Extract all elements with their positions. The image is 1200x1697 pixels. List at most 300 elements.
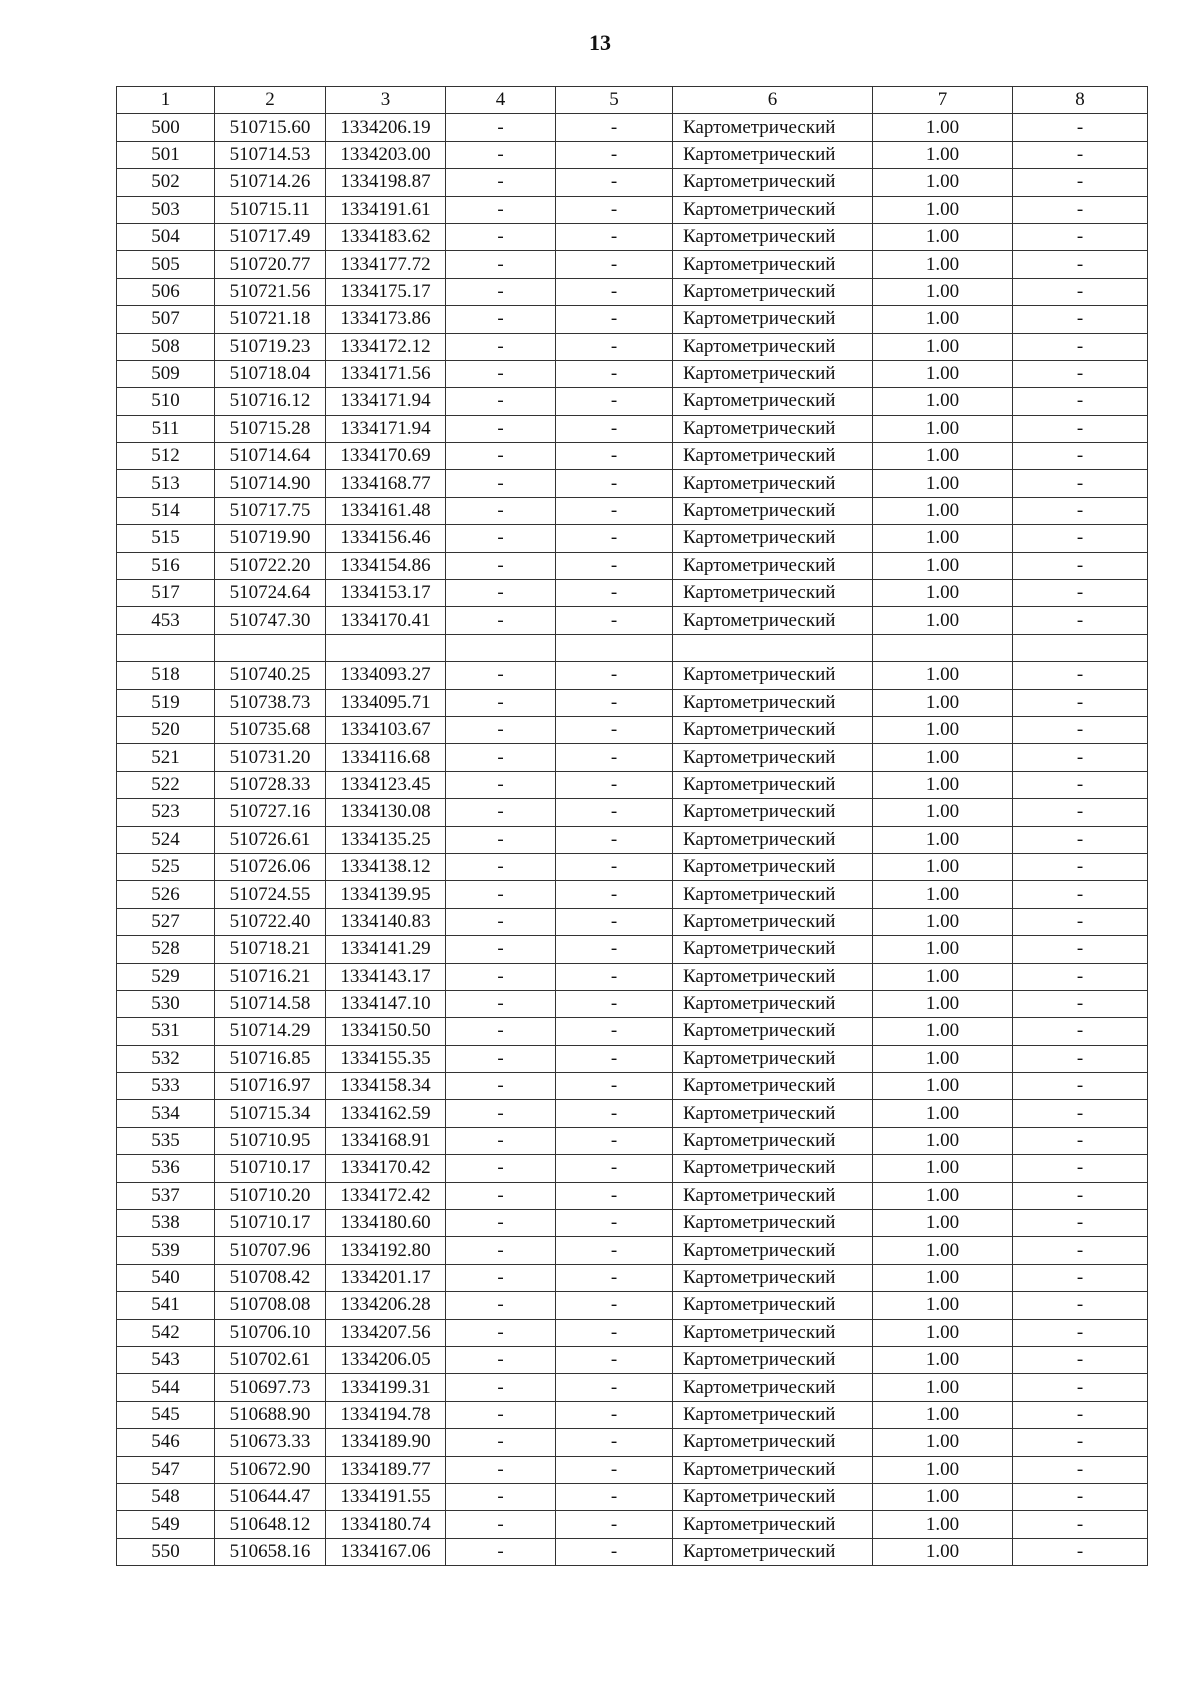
method-cell: Картометрический <box>673 607 873 634</box>
point-number-cell: 514 <box>117 497 215 524</box>
method-cell: Картометрический <box>673 1100 873 1127</box>
x-coordinate-cell: 510724.55 <box>215 881 326 908</box>
x-coordinate-cell: 510658.16 <box>215 1538 326 1565</box>
col5-cell: - <box>556 360 673 387</box>
col5-cell: - <box>556 223 673 250</box>
col4-cell: - <box>446 114 556 141</box>
col4-cell: - <box>446 306 556 333</box>
accuracy-cell: 1.00 <box>873 689 1013 716</box>
table-row <box>117 333 1148 360</box>
y-coordinate-cell: 1334180.60 <box>326 1210 446 1237</box>
accuracy-cell: 1.00 <box>873 1182 1013 1209</box>
table-row <box>117 169 1148 196</box>
col4-cell: - <box>446 1127 556 1154</box>
col5-cell: - <box>556 744 673 771</box>
accuracy-cell: 1.00 <box>873 169 1013 196</box>
point-number-cell: 500 <box>117 114 215 141</box>
x-coordinate-cell: 510688.90 <box>215 1401 326 1428</box>
x-coordinate-cell: 510708.08 <box>215 1292 326 1319</box>
y-coordinate-cell: 1334171.94 <box>326 415 446 442</box>
accuracy-cell: 1.00 <box>873 1100 1013 1127</box>
x-coordinate-cell: 510648.12 <box>215 1511 326 1538</box>
y-coordinate-cell: 1334172.12 <box>326 333 446 360</box>
y-coordinate-cell: 1334170.69 <box>326 443 446 470</box>
table-row <box>117 415 1148 442</box>
table-row <box>117 607 1148 634</box>
col5-cell: - <box>556 251 673 278</box>
col8-cell: - <box>1013 1018 1148 1045</box>
accuracy-cell: 1.00 <box>873 881 1013 908</box>
column-header: 3 <box>326 87 446 114</box>
col4-cell: - <box>446 525 556 552</box>
method-cell: Картометрический <box>673 1374 873 1401</box>
col5-cell: - <box>556 1127 673 1154</box>
x-coordinate-cell: 510715.60 <box>215 114 326 141</box>
x-coordinate-cell: 510716.97 <box>215 1073 326 1100</box>
col5-cell: - <box>556 580 673 607</box>
accuracy-cell <box>873 634 1013 661</box>
method-cell: Картометрический <box>673 525 873 552</box>
table-body <box>117 114 1148 1566</box>
accuracy-cell: 1.00 <box>873 333 1013 360</box>
col5-cell <box>556 634 673 661</box>
col8-cell: - <box>1013 1210 1148 1237</box>
y-coordinate-cell: 1334162.59 <box>326 1100 446 1127</box>
col4-cell: - <box>446 1483 556 1510</box>
col5-cell: - <box>556 1511 673 1538</box>
y-coordinate-cell: 1334123.45 <box>326 771 446 798</box>
y-coordinate-cell: 1334143.17 <box>326 963 446 990</box>
point-number-cell: 542 <box>117 1319 215 1346</box>
col5-cell: - <box>556 1483 673 1510</box>
table-row <box>117 1429 1148 1456</box>
method-cell: Картометрический <box>673 716 873 743</box>
col5-cell: - <box>556 771 673 798</box>
accuracy-cell: 1.00 <box>873 470 1013 497</box>
method-cell: Картометрический <box>673 1237 873 1264</box>
accuracy-cell: 1.00 <box>873 990 1013 1017</box>
table-row <box>117 114 1148 141</box>
x-coordinate-cell: 510722.20 <box>215 552 326 579</box>
col8-cell: - <box>1013 662 1148 689</box>
x-coordinate-cell <box>215 634 326 661</box>
x-coordinate-cell: 510716.85 <box>215 1045 326 1072</box>
col4-cell: - <box>446 1346 556 1373</box>
method-cell: Картометрический <box>673 333 873 360</box>
col4-cell: - <box>446 1538 556 1565</box>
y-coordinate-cell: 1334192.80 <box>326 1237 446 1264</box>
accuracy-cell: 1.00 <box>873 443 1013 470</box>
method-cell: Картометрический <box>673 963 873 990</box>
col5-cell: - <box>556 963 673 990</box>
method-cell: Картометрический <box>673 360 873 387</box>
col8-cell: - <box>1013 1346 1148 1373</box>
x-coordinate-cell: 510715.28 <box>215 415 326 442</box>
col8-cell: - <box>1013 963 1148 990</box>
y-coordinate-cell: 1334206.28 <box>326 1292 446 1319</box>
point-number-cell: 518 <box>117 662 215 689</box>
point-number-cell: 539 <box>117 1237 215 1264</box>
point-number-cell: 502 <box>117 169 215 196</box>
col8-cell: - <box>1013 1511 1148 1538</box>
col5-cell: - <box>556 1100 673 1127</box>
accuracy-cell: 1.00 <box>873 716 1013 743</box>
accuracy-cell: 1.00 <box>873 1346 1013 1373</box>
point-number-cell: 508 <box>117 333 215 360</box>
col4-cell: - <box>446 552 556 579</box>
col5-cell: - <box>556 1538 673 1565</box>
col4-cell: - <box>446 1511 556 1538</box>
y-coordinate-cell: 1334170.42 <box>326 1155 446 1182</box>
col4-cell: - <box>446 470 556 497</box>
page-number: 13 <box>589 30 611 55</box>
y-coordinate-cell: 1334147.10 <box>326 990 446 1017</box>
col4-cell: - <box>446 580 556 607</box>
col4-cell: - <box>446 223 556 250</box>
y-coordinate-cell: 1334189.77 <box>326 1456 446 1483</box>
col4-cell: - <box>446 881 556 908</box>
y-coordinate-cell: 1334141.29 <box>326 936 446 963</box>
x-coordinate-cell: 510714.58 <box>215 990 326 1017</box>
col4-cell: - <box>446 963 556 990</box>
method-cell: Картометрический <box>673 689 873 716</box>
col4-cell: - <box>446 826 556 853</box>
table-row <box>117 552 1148 579</box>
table-row <box>117 853 1148 880</box>
col5-cell: - <box>556 990 673 1017</box>
coordinates-table <box>116 86 1148 1566</box>
table-row <box>117 1127 1148 1154</box>
accuracy-cell: 1.00 <box>873 1127 1013 1154</box>
col8-cell: - <box>1013 580 1148 607</box>
point-number-cell: 523 <box>117 799 215 826</box>
x-coordinate-cell: 510672.90 <box>215 1456 326 1483</box>
point-number-cell: 534 <box>117 1100 215 1127</box>
y-coordinate-cell: 1334095.71 <box>326 689 446 716</box>
col5-cell: - <box>556 1182 673 1209</box>
x-coordinate-cell: 510715.34 <box>215 1100 326 1127</box>
method-cell: Картометрический <box>673 1319 873 1346</box>
point-number-cell: 504 <box>117 223 215 250</box>
table-row <box>117 1346 1148 1373</box>
y-coordinate-cell: 1334138.12 <box>326 853 446 880</box>
method-cell: Картометрический <box>673 936 873 963</box>
method-cell: Картометрический <box>673 278 873 305</box>
col5-cell: - <box>556 1210 673 1237</box>
method-cell: Картометрический <box>673 908 873 935</box>
point-number-cell: 540 <box>117 1264 215 1291</box>
col5-cell: - <box>556 881 673 908</box>
point-number-cell: 512 <box>117 443 215 470</box>
x-coordinate-cell: 510720.77 <box>215 251 326 278</box>
point-number-cell: 549 <box>117 1511 215 1538</box>
col5-cell: - <box>556 1374 673 1401</box>
point-number-cell: 525 <box>117 853 215 880</box>
point-number-cell: 544 <box>117 1374 215 1401</box>
accuracy-cell: 1.00 <box>873 251 1013 278</box>
point-number-cell: 528 <box>117 936 215 963</box>
col5-cell: - <box>556 169 673 196</box>
x-coordinate-cell: 510740.25 <box>215 662 326 689</box>
point-number-cell: 513 <box>117 470 215 497</box>
table-row <box>117 278 1148 305</box>
accuracy-cell: 1.00 <box>873 1155 1013 1182</box>
col8-cell: - <box>1013 826 1148 853</box>
col5-cell: - <box>556 1155 673 1182</box>
col8-cell: - <box>1013 1538 1148 1565</box>
method-cell: Картометрический <box>673 853 873 880</box>
table-row <box>117 799 1148 826</box>
y-coordinate-cell: 1334201.17 <box>326 1264 446 1291</box>
x-coordinate-cell: 510644.47 <box>215 1483 326 1510</box>
col8-cell: - <box>1013 689 1148 716</box>
accuracy-cell: 1.00 <box>873 360 1013 387</box>
x-coordinate-cell: 510718.04 <box>215 360 326 387</box>
point-number-cell: 520 <box>117 716 215 743</box>
accuracy-cell: 1.00 <box>873 1045 1013 1072</box>
col5-cell: - <box>556 607 673 634</box>
col8-cell: - <box>1013 1045 1148 1072</box>
y-coordinate-cell: 1334140.83 <box>326 908 446 935</box>
col4-cell: - <box>446 1292 556 1319</box>
table-row <box>117 306 1148 333</box>
accuracy-cell: 1.00 <box>873 771 1013 798</box>
method-cell: Картометрический <box>673 580 873 607</box>
x-coordinate-cell: 510735.68 <box>215 716 326 743</box>
accuracy-cell: 1.00 <box>873 1374 1013 1401</box>
x-coordinate-cell: 510707.96 <box>215 1237 326 1264</box>
col8-cell: - <box>1013 415 1148 442</box>
table-row <box>117 1237 1148 1264</box>
col5-cell: - <box>556 470 673 497</box>
y-coordinate-cell: 1334158.34 <box>326 1073 446 1100</box>
col4-cell: - <box>446 443 556 470</box>
col5-cell: - <box>556 141 673 168</box>
x-coordinate-cell: 510714.29 <box>215 1018 326 1045</box>
point-number-cell <box>117 634 215 661</box>
accuracy-cell: 1.00 <box>873 1483 1013 1510</box>
col4-cell: - <box>446 990 556 1017</box>
accuracy-cell: 1.00 <box>873 908 1013 935</box>
col5-cell: - <box>556 525 673 552</box>
x-coordinate-cell: 510719.23 <box>215 333 326 360</box>
col8-cell: - <box>1013 443 1148 470</box>
col4-cell: - <box>446 1182 556 1209</box>
col5-cell: - <box>556 689 673 716</box>
col4-cell: - <box>446 1429 556 1456</box>
table-row <box>117 443 1148 470</box>
col8-cell: - <box>1013 196 1148 223</box>
col4-cell: - <box>446 415 556 442</box>
x-coordinate-cell: 510722.40 <box>215 908 326 935</box>
accuracy-cell: 1.00 <box>873 607 1013 634</box>
y-coordinate-cell: 1334161.48 <box>326 497 446 524</box>
x-coordinate-cell: 510726.61 <box>215 826 326 853</box>
y-coordinate-cell: 1334189.90 <box>326 1429 446 1456</box>
table-row <box>117 525 1148 552</box>
y-coordinate-cell: 1334116.68 <box>326 744 446 771</box>
accuracy-cell: 1.00 <box>873 580 1013 607</box>
table-row <box>117 251 1148 278</box>
col4-cell: - <box>446 1073 556 1100</box>
col8-cell: - <box>1013 278 1148 305</box>
y-coordinate-cell: 1334168.77 <box>326 470 446 497</box>
y-coordinate-cell: 1334206.19 <box>326 114 446 141</box>
accuracy-cell: 1.00 <box>873 1073 1013 1100</box>
y-coordinate-cell: 1334180.74 <box>326 1511 446 1538</box>
method-cell: Картометрический <box>673 223 873 250</box>
y-coordinate-cell: 1334191.55 <box>326 1483 446 1510</box>
col5-cell: - <box>556 278 673 305</box>
method-cell: Картометрический <box>673 990 873 1017</box>
y-coordinate-cell: 1334203.00 <box>326 141 446 168</box>
col8-cell: - <box>1013 525 1148 552</box>
x-coordinate-cell: 510727.16 <box>215 799 326 826</box>
accuracy-cell: 1.00 <box>873 853 1013 880</box>
x-coordinate-cell: 510714.64 <box>215 443 326 470</box>
point-number-cell: 501 <box>117 141 215 168</box>
method-cell: Картометрический <box>673 470 873 497</box>
col5-cell: - <box>556 1018 673 1045</box>
col8-cell: - <box>1013 1292 1148 1319</box>
header-row <box>117 87 1148 114</box>
method-cell: Картометрический <box>673 1210 873 1237</box>
accuracy-cell: 1.00 <box>873 799 1013 826</box>
y-coordinate-cell: 1334154.86 <box>326 552 446 579</box>
accuracy-cell: 1.00 <box>873 306 1013 333</box>
table-row <box>117 1045 1148 1072</box>
y-coordinate-cell: 1334194.78 <box>326 1401 446 1428</box>
y-coordinate-cell: 1334103.67 <box>326 716 446 743</box>
table-row <box>117 1155 1148 1182</box>
x-coordinate-cell: 510731.20 <box>215 744 326 771</box>
method-cell: Картометрический <box>673 1538 873 1565</box>
point-number-cell: 526 <box>117 881 215 908</box>
x-coordinate-cell: 510673.33 <box>215 1429 326 1456</box>
table-row <box>117 388 1148 415</box>
col5-cell: - <box>556 1401 673 1428</box>
col4-cell: - <box>446 333 556 360</box>
method-cell: Картометрический <box>673 141 873 168</box>
col5-cell: - <box>556 1456 673 1483</box>
col8-cell: - <box>1013 169 1148 196</box>
col4-cell: - <box>446 1210 556 1237</box>
col8-cell: - <box>1013 1127 1148 1154</box>
col4-cell: - <box>446 196 556 223</box>
y-coordinate-cell: 1334155.35 <box>326 1045 446 1072</box>
col8-cell: - <box>1013 388 1148 415</box>
accuracy-cell: 1.00 <box>873 1429 1013 1456</box>
x-coordinate-cell: 510702.61 <box>215 1346 326 1373</box>
point-number-cell: 536 <box>117 1155 215 1182</box>
col8-cell: - <box>1013 1429 1148 1456</box>
col4-cell: - <box>446 744 556 771</box>
x-coordinate-cell: 510710.17 <box>215 1155 326 1182</box>
point-number-cell: 527 <box>117 908 215 935</box>
y-coordinate-cell: 1334173.86 <box>326 306 446 333</box>
method-cell: Картометрический <box>673 1045 873 1072</box>
col5-cell: - <box>556 1319 673 1346</box>
x-coordinate-cell: 510710.20 <box>215 1182 326 1209</box>
col8-cell: - <box>1013 908 1148 935</box>
y-coordinate-cell: 1334171.56 <box>326 360 446 387</box>
table-row <box>117 497 1148 524</box>
accuracy-cell: 1.00 <box>873 1401 1013 1428</box>
accuracy-cell: 1.00 <box>873 1018 1013 1045</box>
col5-cell: - <box>556 388 673 415</box>
col8-cell: - <box>1013 497 1148 524</box>
method-cell: Картометрический <box>673 497 873 524</box>
point-number-cell: 506 <box>117 278 215 305</box>
accuracy-cell: 1.00 <box>873 497 1013 524</box>
accuracy-cell: 1.00 <box>873 1210 1013 1237</box>
col8-cell: - <box>1013 306 1148 333</box>
col4-cell: - <box>446 1018 556 1045</box>
point-number-cell: 533 <box>117 1073 215 1100</box>
col8-cell: - <box>1013 1182 1148 1209</box>
method-cell: Картометрический <box>673 1346 873 1373</box>
point-number-cell: 546 <box>117 1429 215 1456</box>
table-row <box>117 689 1148 716</box>
point-number-cell: 547 <box>117 1456 215 1483</box>
table-row <box>117 716 1148 743</box>
point-number-cell: 529 <box>117 963 215 990</box>
col8-cell: - <box>1013 1155 1148 1182</box>
column-header: 2 <box>215 87 326 114</box>
table-row <box>117 1511 1148 1538</box>
col4-cell: - <box>446 497 556 524</box>
col4-cell: - <box>446 607 556 634</box>
y-coordinate-cell: 1334093.27 <box>326 662 446 689</box>
col4-cell: - <box>446 1319 556 1346</box>
accuracy-cell: 1.00 <box>873 936 1013 963</box>
table-row <box>117 936 1148 963</box>
accuracy-cell: 1.00 <box>873 1511 1013 1538</box>
table-row <box>117 634 1148 661</box>
col5-cell: - <box>556 1429 673 1456</box>
col8-cell: - <box>1013 771 1148 798</box>
col8-cell: - <box>1013 223 1148 250</box>
accuracy-cell: 1.00 <box>873 963 1013 990</box>
col8-cell: - <box>1013 360 1148 387</box>
table-row <box>117 360 1148 387</box>
method-cell: Картометрический <box>673 799 873 826</box>
col8-cell: - <box>1013 470 1148 497</box>
y-coordinate-cell: 1334183.62 <box>326 223 446 250</box>
col5-cell: - <box>556 716 673 743</box>
y-coordinate-cell: 1334191.61 <box>326 196 446 223</box>
x-coordinate-cell: 510738.73 <box>215 689 326 716</box>
column-header: 7 <box>873 87 1013 114</box>
point-number-cell: 541 <box>117 1292 215 1319</box>
col5-cell: - <box>556 443 673 470</box>
point-number-cell: 522 <box>117 771 215 798</box>
column-header: 1 <box>117 87 215 114</box>
y-coordinate-cell: 1334135.25 <box>326 826 446 853</box>
method-cell <box>673 634 873 661</box>
col4-cell <box>446 634 556 661</box>
method-cell: Картометрический <box>673 443 873 470</box>
table-row <box>117 744 1148 771</box>
column-header: 8 <box>1013 87 1148 114</box>
x-coordinate-cell: 510714.26 <box>215 169 326 196</box>
y-coordinate-cell: 1334156.46 <box>326 525 446 552</box>
column-header: 5 <box>556 87 673 114</box>
col8-cell: - <box>1013 1073 1148 1100</box>
point-number-cell: 550 <box>117 1538 215 1565</box>
col8-cell: - <box>1013 1456 1148 1483</box>
x-coordinate-cell: 510728.33 <box>215 771 326 798</box>
